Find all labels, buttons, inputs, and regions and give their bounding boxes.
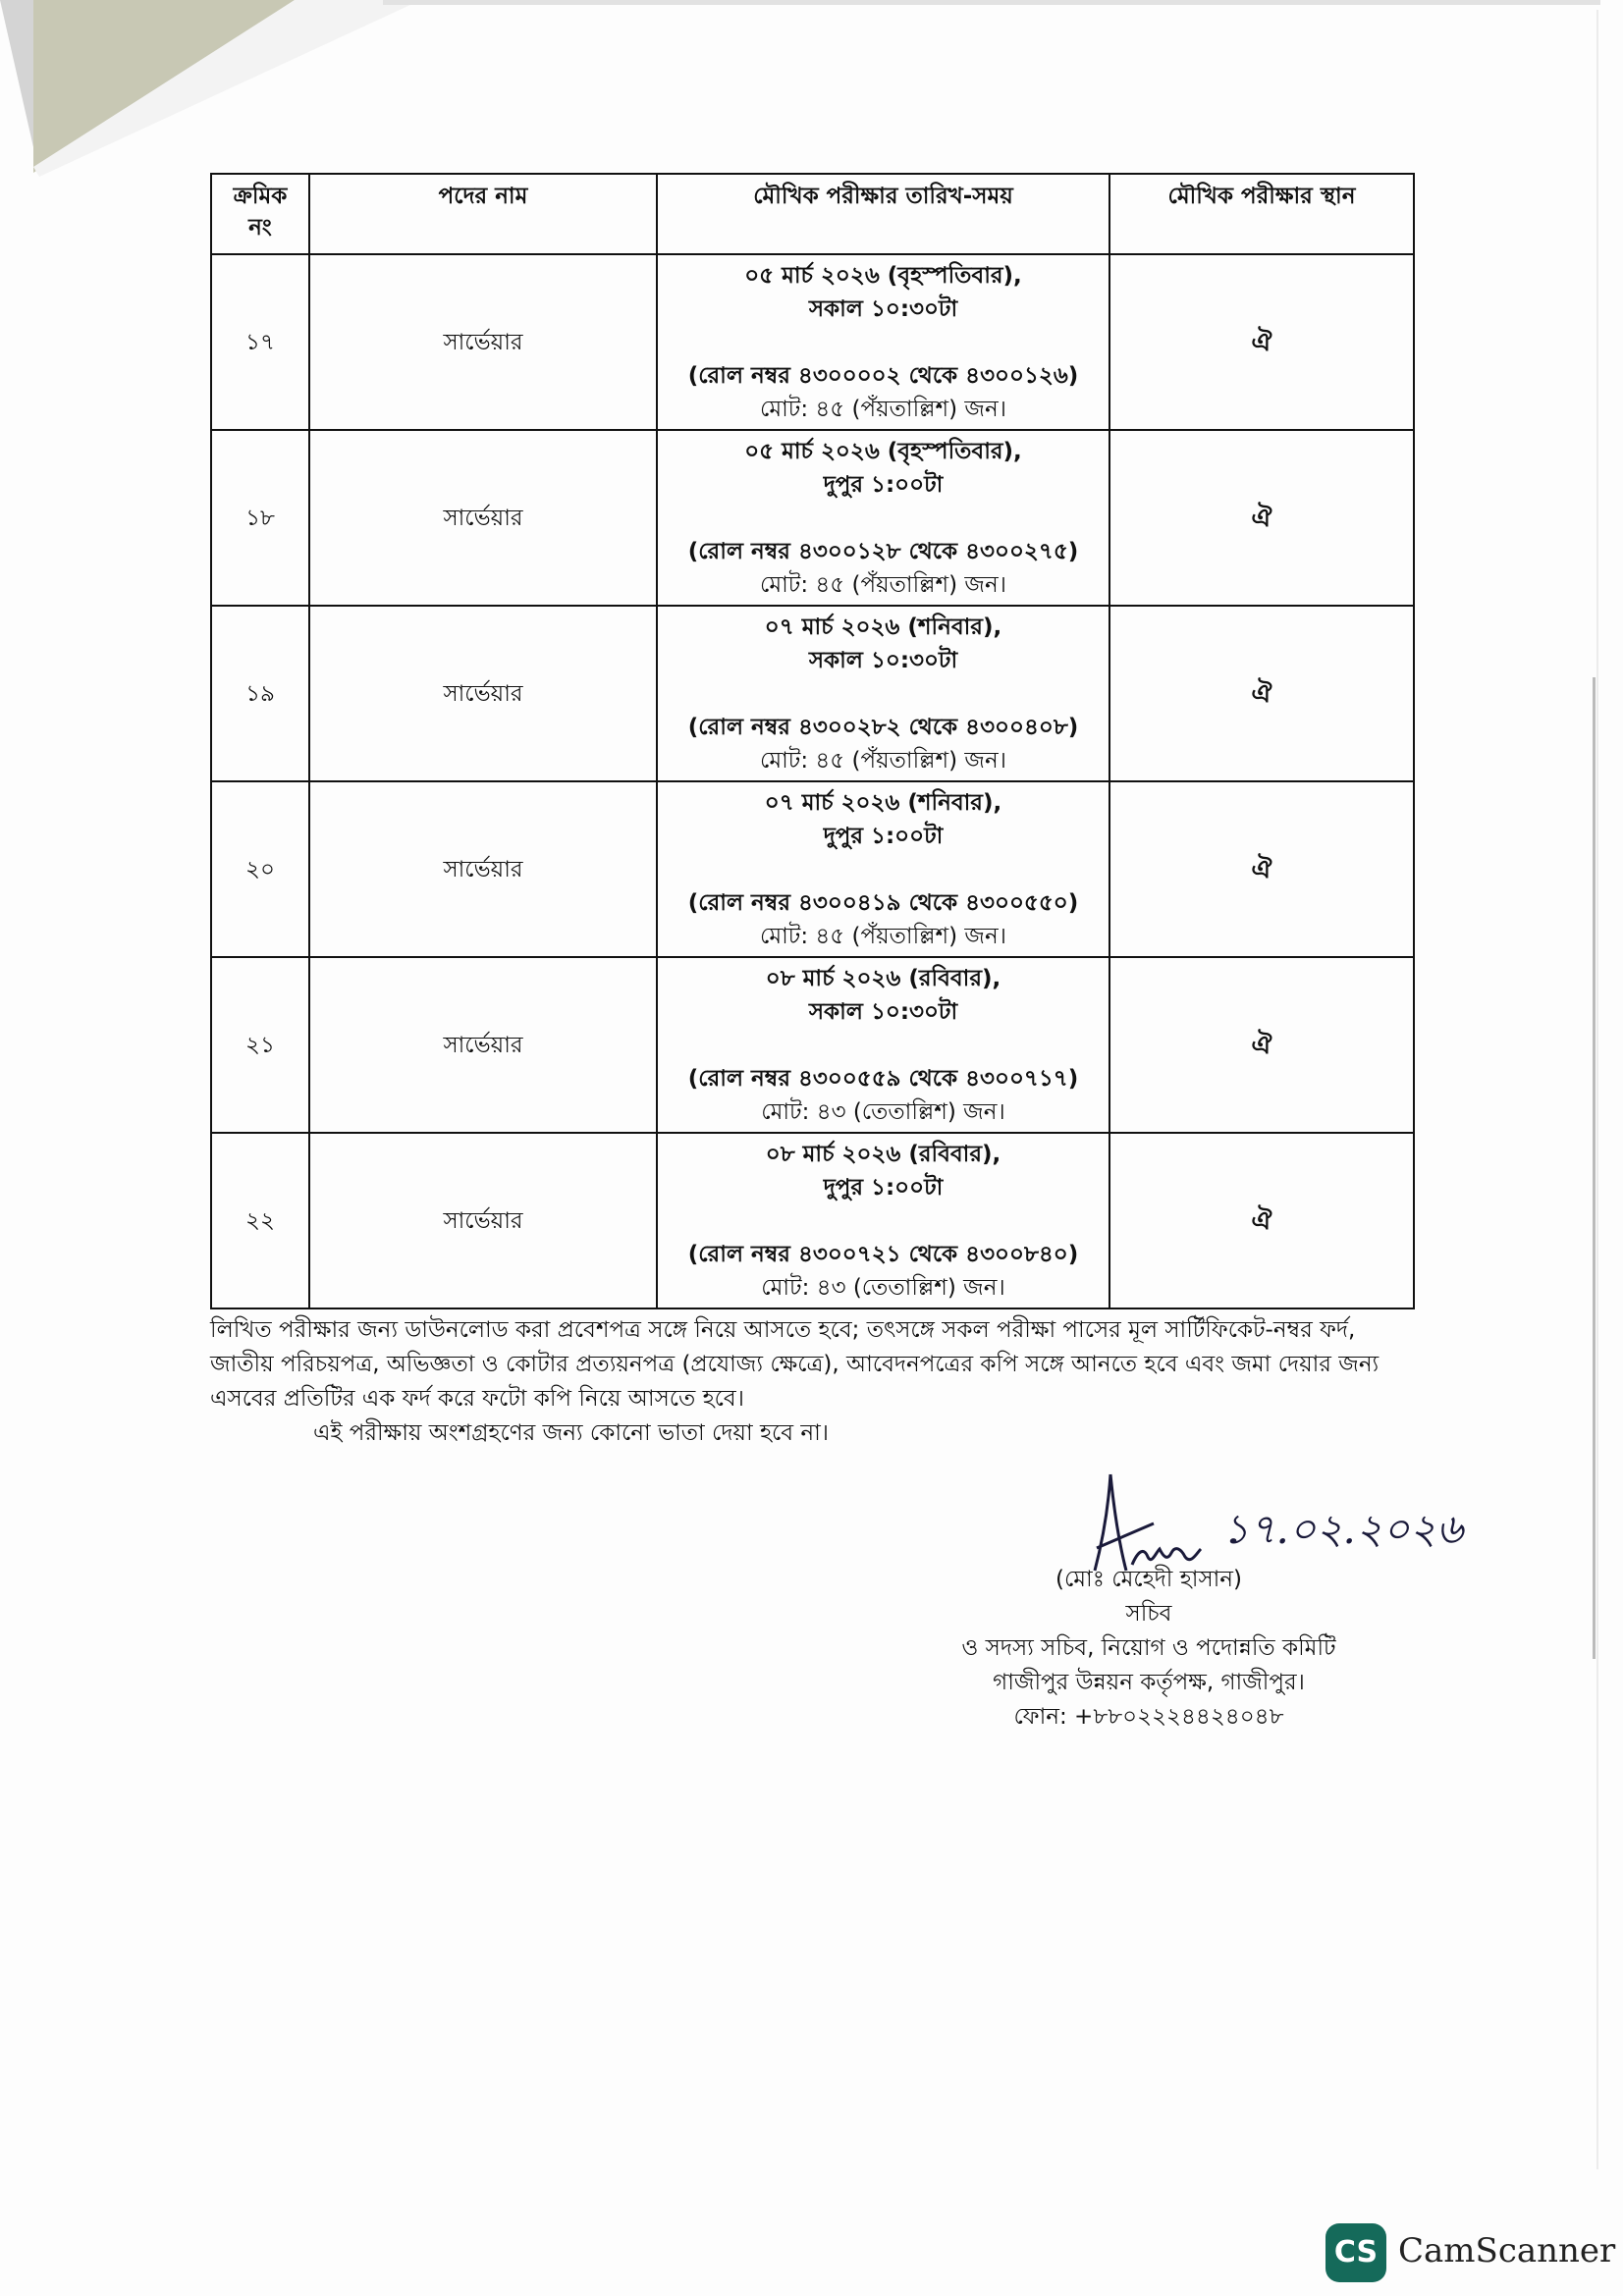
- time-text: দুপুর ১:০০টা: [823, 824, 944, 849]
- cell-place: ঐ: [1109, 1133, 1414, 1308]
- total-text: মোট: ৪৫ (পঁয়তাল্লিশ) জন।: [760, 924, 1006, 949]
- cell-place: ঐ: [1109, 430, 1414, 606]
- cell-datetime: [657, 1133, 1109, 1308]
- signatory-role: ও সদস্য সচিব, নিয়োগ ও পদোন্নতি কমিটি: [961, 1635, 1336, 1661]
- cell-serial: ১৯: [211, 606, 309, 781]
- cell-post: সার্ভেয়ার: [309, 606, 657, 781]
- roll-range-text: (রোল নম্বর ৪৩০০৫৫৯ থেকে ৪৩০০৭১৭): [687, 1066, 1079, 1092]
- total-text: মোট: ৪৫ (পঁয়তাল্লিশ) জন।: [760, 748, 1006, 774]
- cell-post: সার্ভেয়ার: [309, 430, 657, 606]
- total-text: মোট: ৪৫ (পঁয়তাল্লিশ) জন।: [760, 572, 1006, 598]
- cell-post: সার্ভেয়ার: [309, 254, 657, 430]
- signatory-office: গাজীপুর উন্নয়ন কর্তৃপক্ষ, গাজীপুর।: [993, 1670, 1305, 1695]
- signatory-designation: সচিব: [1125, 1601, 1172, 1627]
- cell-place: ঐ: [1109, 781, 1414, 957]
- camscanner-icon: CS: [1325, 2223, 1386, 2282]
- date-text: ০৭ মার্চ ২০২৬ (শনিবার),: [764, 790, 1002, 816]
- header-place: মৌখিক পরীক্ষার স্থান: [1109, 174, 1414, 254]
- scan-right-edge: [1596, 10, 1598, 2169]
- total-text: মোট: ৪৩ (তেতাল্লিশ) জন।: [761, 1099, 1005, 1125]
- date-text: ০৭ মার্চ ২০২৬ (শনিবার),: [764, 614, 1002, 640]
- cell-datetime: [657, 957, 1109, 1133]
- date-text: ০৮ মার্চ ২০২৬ (রবিবার),: [765, 1142, 1001, 1167]
- header-datetime: মৌখিক পরীক্ষার তারিখ-সময়: [657, 174, 1109, 254]
- cell-serial: ২১: [211, 957, 309, 1133]
- cell-serial: ১৭: [211, 254, 309, 430]
- cell-post: সার্ভেয়ার: [309, 781, 657, 957]
- roll-range-text: (রোল নম্বর ৪৩০০১২৮ থেকে ৪৩০০২৭৫): [687, 539, 1079, 564]
- signatory-phone: ফোন: +৮৮০২২২৪৪২৪০৪৮: [1013, 1704, 1284, 1730]
- interview-schedule-table: [210, 173, 1415, 1309]
- scan-right-edge-dark: [1593, 677, 1596, 1659]
- table-row: [211, 254, 1414, 430]
- table-header-row: [211, 174, 1414, 254]
- instructions-section: [210, 1313, 1413, 1451]
- roll-range-text: (রোল নম্বর ৪৩০০৭২১ থেকে ৪৩০০৮৪০): [687, 1242, 1079, 1267]
- cell-post: সার্ভেয়ার: [309, 1133, 657, 1308]
- roll-range-text: (রোল নম্বর ৪৩০০৪১৯ থেকে ৪৩০০৫৫০): [687, 890, 1079, 916]
- table-row: [211, 781, 1414, 957]
- roll-range-text: (রোল নম্বর ৪৩০০২৮২ থেকে ৪৩০০৪০৮): [687, 715, 1079, 740]
- table-row: [211, 957, 1414, 1133]
- time-text: দুপুর ১:০০টা: [823, 472, 944, 498]
- date-text: ০৫ মার্চ ২০২৬ (বৃহস্পতিবার),: [744, 263, 1022, 289]
- scan-top-edge: [383, 0, 1600, 5]
- signature-block: [864, 1563, 1434, 1735]
- cell-serial: ১৮: [211, 430, 309, 606]
- time-text: দুপুর ১:০০টা: [823, 1175, 944, 1201]
- table-row: [211, 1133, 1414, 1308]
- date-text: ০৮ মার্চ ২০২৬ (রবিবার),: [765, 966, 1001, 991]
- cell-datetime: [657, 254, 1109, 430]
- allowance-note: এই পরীক্ষায় অংশগ্রহণের জন্য কোনো ভাতা দেয়া হবে না।: [313, 1420, 830, 1446]
- instructions-paragraph: লিখিত পরীক্ষার জন্য ডাউনলোড করা প্রবেশপত্র সঙ্গে নিয়ে আসতে হবে; তৎসঙ্গে সকল পরীক্ষা পাসের মূল সার্টিফিকেট-নম্বর ফর্দ, জাতীয় পরিচয়পত্র, অভিজ্ঞতা ও কোটার প্রত্যয়নপত্র (প্রযোজ্য ক্ষেত্রে), আবেদনপত্রের কপি সঙ্গে আনতে হবে এবং জমা দেয়ার জন্য এসবের প্রতিটির এক ফর্দ করে ফটো কপি নিয়ে আসতে হবে।: [210, 1317, 1380, 1412]
- cell-datetime: [657, 606, 1109, 781]
- date-text: ০৫ মার্চ ২০২৬ (বৃহস্পতিবার),: [744, 439, 1022, 464]
- cell-place: ঐ: [1109, 606, 1414, 781]
- header-post: পদের নাম: [309, 174, 657, 254]
- table-row: [211, 606, 1414, 781]
- cell-serial: ২২: [211, 1133, 309, 1308]
- cell-datetime: [657, 781, 1109, 957]
- camscanner-brand: CamScanner: [1398, 2231, 1616, 2270]
- table-row: [211, 430, 1414, 606]
- signature-date: ১৭.০২.২০২৬: [1222, 1505, 1464, 1553]
- signatory-name: (মোঃ মেহেদী হাসান): [1055, 1567, 1243, 1592]
- roll-range-text: (রোল নম্বর ৪৩০০০০২ থেকে ৪৩০০১২৬): [687, 363, 1079, 389]
- folded-corner-shadow: [0, 0, 412, 177]
- cell-place: ঐ: [1109, 957, 1414, 1133]
- cell-serial: ২০: [211, 781, 309, 957]
- total-text: মোট: ৪৫ (পঁয়তাল্লিশ) জন।: [760, 397, 1006, 422]
- camscanner-watermark: [1325, 2223, 1620, 2282]
- cell-datetime: [657, 430, 1109, 606]
- time-text: সকাল ১০:৩০টা: [808, 296, 958, 322]
- total-text: মোট: ৪৩ (তেতাল্লিশ) জন।: [761, 1275, 1005, 1301]
- cell-place: ঐ: [1109, 254, 1414, 430]
- header-serial: ক্রমিক নং: [211, 174, 309, 254]
- cell-post: সার্ভেয়ার: [309, 957, 657, 1133]
- time-text: সকাল ১০:৩০টা: [808, 999, 958, 1025]
- time-text: সকাল ১০:৩০টা: [808, 648, 958, 673]
